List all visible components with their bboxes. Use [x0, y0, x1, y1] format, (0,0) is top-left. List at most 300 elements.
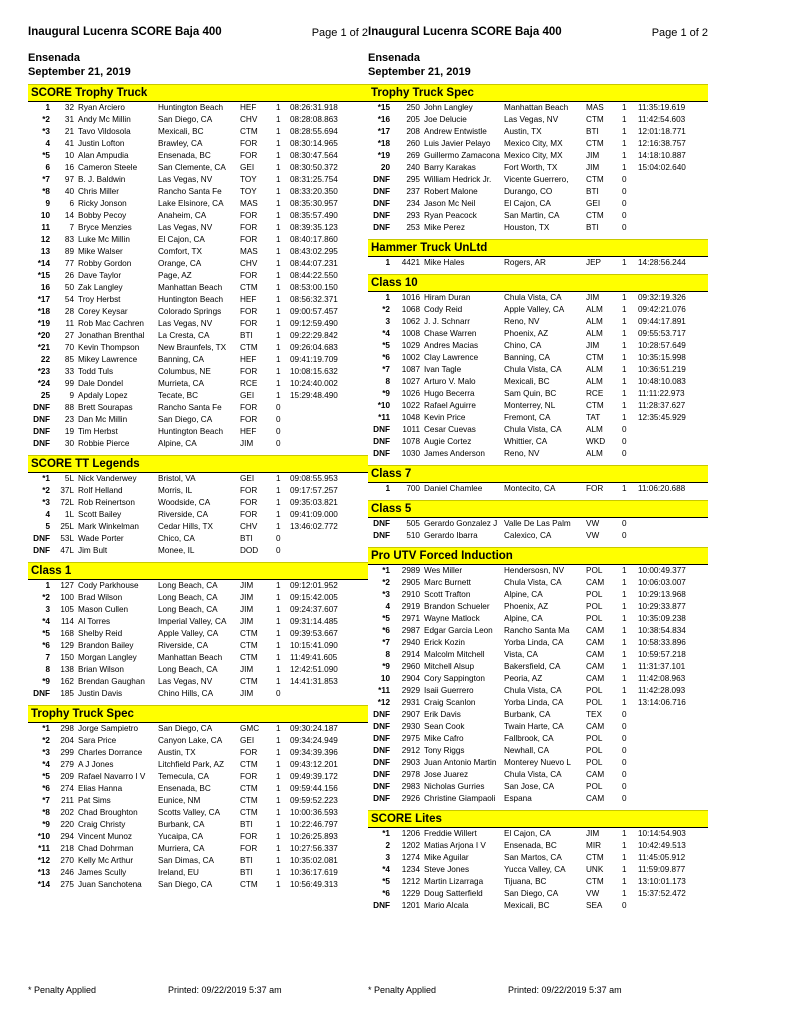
driver-name: A J Jones: [78, 760, 114, 769]
hometown: Calexico, CA: [504, 531, 552, 540]
car-number: 10: [64, 151, 74, 160]
elapsed-time: 09:39:53.667: [290, 629, 338, 638]
result-row: [28, 174, 368, 186]
finish-position: 10: [40, 211, 50, 220]
result-row: [368, 483, 708, 495]
hometown: Yucaipa, CA: [158, 832, 204, 841]
hometown: San Diego, CA: [158, 115, 213, 124]
elapsed-time: 09:30:24.187: [290, 724, 338, 733]
result-row: [28, 533, 368, 545]
car-number: 97: [64, 175, 74, 184]
vehicle-make: FOR: [240, 844, 258, 853]
finish-position: 2: [385, 841, 390, 850]
hometown: Chula Vista, CA: [504, 578, 562, 587]
laps: 1: [622, 865, 627, 874]
vehicle-make: CAM: [586, 674, 605, 683]
vehicle-make: ALM: [586, 449, 603, 458]
elapsed-time: 14:41:31.853: [290, 677, 338, 686]
laps: 0: [622, 734, 627, 743]
result-row: [28, 210, 368, 222]
car-number: 2940: [401, 638, 420, 647]
finish-position: DNF: [373, 175, 390, 184]
hometown: Apple Valley, CA: [158, 629, 219, 638]
result-row: [28, 592, 368, 604]
car-number: 700: [406, 484, 420, 493]
finish-position: DNF: [33, 689, 50, 698]
car-number: 19: [64, 427, 74, 436]
elapsed-time: 09:31:14.485: [290, 617, 338, 626]
laps: 1: [622, 662, 627, 671]
laps: 1: [622, 877, 627, 886]
elapsed-time: 08:33:20.350: [290, 187, 338, 196]
hometown: Las Vegas, NV: [158, 677, 213, 686]
car-number: 30: [64, 439, 74, 448]
hometown: Fremont, CA: [504, 413, 551, 422]
elapsed-time: 10:58:33.896: [638, 638, 686, 647]
driver-name: Luke Mc Millin: [78, 235, 130, 244]
driver-name: Brad Wilson: [78, 593, 123, 602]
hometown: Ensenada, BC: [504, 841, 557, 850]
driver-name: Matias Arjona I V: [424, 841, 486, 850]
hometown: Comfort, TX: [158, 247, 202, 256]
laps: 0: [276, 546, 281, 555]
car-number: 2983: [401, 782, 420, 791]
result-row: [28, 771, 368, 783]
result-row: [28, 222, 368, 234]
driver-name: James Anderson: [424, 449, 485, 458]
elapsed-time: 09:08:55.953: [290, 474, 338, 483]
driver-name: Justin Lofton: [78, 139, 125, 148]
vehicle-make: MAS: [240, 199, 258, 208]
laps: 1: [276, 760, 281, 769]
elapsed-time: 09:34:39.396: [290, 748, 338, 757]
elapsed-time: 08:30:47.564: [290, 151, 338, 160]
driver-name: Pat Sims: [78, 796, 111, 805]
vehicle-make: CTM: [586, 353, 604, 362]
class-heading: Trophy Truck Spec: [28, 705, 368, 723]
elapsed-time: 11:45:05.912: [638, 853, 686, 862]
driver-name: Mike Walser: [78, 247, 123, 256]
result-row: [28, 521, 368, 533]
laps: 1: [276, 367, 281, 376]
car-number: 295: [406, 175, 420, 184]
finish-position: DNF: [373, 425, 390, 434]
elapsed-time: 10:28:57.649: [638, 341, 686, 350]
vehicle-make: ALM: [586, 425, 603, 434]
elapsed-time: 08:43:02.295: [290, 247, 338, 256]
car-number: 7: [69, 223, 74, 232]
vehicle-make: CTM: [240, 880, 258, 889]
elapsed-time: 09:59:44.156: [290, 784, 338, 793]
hometown: Phoenix, AZ: [504, 602, 549, 611]
result-row: [368, 745, 708, 757]
elapsed-time: 11:42:54.603: [638, 115, 686, 124]
elapsed-time: 09:22:29.842: [290, 331, 338, 340]
hometown: Rogers, AR: [504, 258, 546, 267]
driver-name: Mike Perez: [424, 223, 465, 232]
vehicle-make: POL: [586, 686, 603, 695]
driver-name: Cody Reid: [424, 305, 463, 314]
finish-position: *9: [42, 677, 50, 686]
result-row: [368, 400, 708, 412]
finish-position: *13: [37, 868, 50, 877]
hometown: Manhattan Beach: [158, 283, 223, 292]
hometown: Imperial Valley, CA: [158, 617, 227, 626]
car-number: 26: [64, 271, 74, 280]
class-section: [28, 562, 368, 700]
laps: 1: [622, 638, 627, 647]
driver-name: Christine Giampaoli: [424, 794, 496, 803]
elapsed-time: 08:44:07.231: [290, 259, 338, 268]
elapsed-time: 09:35:03.821: [290, 498, 338, 507]
elapsed-time: 09:12:59.490: [290, 319, 338, 328]
result-row: [28, 162, 368, 174]
finish-position: *8: [42, 808, 50, 817]
result-row: [28, 114, 368, 126]
finish-position: 7: [45, 653, 50, 662]
result-row: [28, 485, 368, 497]
finish-position: *7: [42, 796, 50, 805]
finish-position: *9: [382, 389, 390, 398]
car-number: 105: [60, 605, 74, 614]
driver-name: Vincent Munoz: [78, 832, 133, 841]
hometown: Cedar Hills, TX: [158, 522, 213, 531]
driver-name: John Langley: [424, 103, 473, 112]
car-number: 205: [406, 115, 420, 124]
finish-position: *6: [382, 353, 390, 362]
driver-name: Cody Parkhouse: [78, 581, 139, 590]
hometown: Las Vegas, NV: [504, 115, 559, 124]
car-number: 298: [60, 724, 74, 733]
car-number: 1202: [401, 841, 420, 850]
elapsed-time: 10:06:03.007: [638, 578, 686, 587]
laps: 1: [622, 614, 627, 623]
vehicle-make: CAM: [586, 770, 605, 779]
driver-name: Sara Price: [78, 736, 117, 745]
race-date: September 21, 2019: [28, 66, 131, 78]
hometown: Houston, TX: [504, 223, 550, 232]
finish-position: *2: [42, 115, 50, 124]
result-row: [28, 640, 368, 652]
car-number: 2912: [401, 746, 420, 755]
elapsed-time: 08:30:50.372: [290, 163, 338, 172]
result-row: [28, 378, 368, 390]
driver-name: Erik Davis: [424, 710, 461, 719]
driver-name: Mitchell Alsup: [424, 662, 475, 671]
vehicle-make: UNK: [586, 865, 604, 874]
vehicle-make: CTM: [586, 853, 604, 862]
elapsed-time: 11:11:22.973: [638, 389, 685, 398]
result-row: [368, 709, 708, 721]
laps: 1: [276, 724, 281, 733]
laps: 0: [622, 794, 627, 803]
hometown: Banning, CA: [504, 353, 550, 362]
driver-name: Rolf Helland: [78, 486, 123, 495]
hometown: Austin, TX: [158, 748, 196, 757]
hometown: New Braunfels, TX: [158, 343, 227, 352]
driver-name: Justin Davis: [78, 689, 123, 698]
elapsed-time: 08:28:08.863: [290, 115, 338, 124]
hometown: Rancho Santa Fe: [158, 187, 222, 196]
driver-name: Brian Wilson: [78, 665, 124, 674]
car-number: 2931: [401, 698, 420, 707]
vehicle-make: CHV: [240, 115, 258, 124]
laps: 1: [276, 474, 281, 483]
vehicle-make: POL: [586, 698, 603, 707]
hometown: Yorba Linda, CA: [504, 638, 564, 647]
driver-name: Brett Sourapas: [78, 403, 133, 412]
finish-position: *9: [382, 662, 390, 671]
driver-name: Chris Miller: [78, 187, 119, 196]
finish-position: DNF: [33, 415, 50, 424]
vehicle-make: CTM: [586, 175, 604, 184]
car-number: 162: [60, 677, 74, 686]
laps: 1: [276, 211, 281, 220]
hometown: Bristol, VA: [158, 474, 196, 483]
driver-name: Robert Malone: [424, 187, 478, 196]
driver-name: Juan Sanchotena: [78, 880, 142, 889]
elapsed-time: 09:34:24.949: [290, 736, 338, 745]
car-number: 2914: [401, 650, 420, 659]
hometown: Long Beach, CA: [158, 593, 218, 602]
driver-name: Kevin Price: [424, 413, 466, 422]
hometown: Ensenada, BC: [158, 151, 211, 160]
car-number: 37L: [60, 486, 74, 495]
result-row: [368, 412, 708, 424]
driver-name: Jim Bult: [78, 546, 108, 555]
car-number: 88: [64, 403, 74, 412]
finish-position: *5: [382, 877, 390, 886]
finish-position: DNF: [373, 794, 390, 803]
finish-position: DNF: [373, 722, 390, 731]
laps: 1: [622, 590, 627, 599]
laps: 0: [276, 415, 281, 424]
laps: 1: [622, 305, 627, 314]
result-row: [28, 246, 368, 258]
hometown: El Cajon, CA: [504, 199, 551, 208]
vehicle-make: HEF: [240, 103, 257, 112]
driver-name: Bryce Menzies: [78, 223, 132, 232]
hometown: Manhattan Beach: [504, 103, 569, 112]
car-number: 99: [64, 379, 74, 388]
car-number: 100: [60, 593, 74, 602]
laps: 1: [622, 317, 627, 326]
elapsed-time: 10:56:49.313: [290, 880, 338, 889]
vehicle-make: CTM: [586, 139, 604, 148]
result-row: [368, 222, 708, 234]
result-row: [368, 376, 708, 388]
class-section: [368, 500, 708, 542]
finish-position: *20: [37, 331, 50, 340]
driver-name: Craig Christy: [78, 820, 126, 829]
elapsed-time: 09:55:53.717: [638, 329, 686, 338]
hometown: Orange, CA: [158, 259, 202, 268]
laps: 1: [622, 578, 627, 587]
finish-position: 11: [41, 223, 50, 232]
car-number: 28: [64, 307, 74, 316]
result-row: [368, 637, 708, 649]
car-number: 1206: [401, 829, 420, 838]
result-row: [28, 855, 368, 867]
elapsed-time: 11:35:19.619: [638, 103, 686, 112]
laps: 1: [276, 283, 281, 292]
result-row: [28, 831, 368, 843]
vehicle-make: JIM: [586, 829, 600, 838]
vehicle-make: JIM: [240, 581, 254, 590]
result-row: [368, 685, 708, 697]
driver-name: Tim Herbst: [78, 427, 118, 436]
laps: 1: [622, 853, 627, 862]
elapsed-time: 08:44:22.550: [290, 271, 338, 280]
hometown: San Diego, CA: [504, 889, 559, 898]
laps: 1: [276, 163, 281, 172]
hometown: Chino, CA: [504, 341, 542, 350]
vehicle-make: JIM: [240, 617, 254, 626]
class-heading: Class 7: [368, 465, 708, 483]
vehicle-make: VW: [586, 889, 600, 898]
car-number: 168: [60, 629, 74, 638]
car-number: 1048: [401, 413, 420, 422]
driver-name: Cameron Steele: [78, 163, 138, 172]
result-row: [368, 424, 708, 436]
result-row: [28, 234, 368, 246]
vehicle-make: POL: [586, 614, 603, 623]
vehicle-make: GEI: [240, 736, 255, 745]
vehicle-make: FOR: [240, 235, 258, 244]
driver-name: Juan Antonio Martin: [424, 758, 497, 767]
finish-position: 13: [40, 247, 50, 256]
finish-position: DNF: [33, 427, 50, 436]
elapsed-time: 08:53:00.150: [290, 283, 338, 292]
finish-position: *23: [37, 367, 50, 376]
finish-position: DNF: [373, 734, 390, 743]
car-number: 129: [60, 641, 74, 650]
laps: 1: [276, 617, 281, 626]
vehicle-make: POL: [586, 734, 603, 743]
finish-position: *3: [42, 498, 50, 507]
page-number: Page 1 of 2: [651, 27, 708, 39]
driver-name: Brendan Gaughan: [78, 677, 145, 686]
car-number: 114: [60, 617, 74, 626]
elapsed-time: 10:22:46.797: [290, 820, 338, 829]
vehicle-make: BTI: [240, 534, 253, 543]
driver-name: Wade Porter: [78, 534, 124, 543]
hometown: Apple Valley, CA: [504, 305, 565, 314]
driver-name: Isaii Guerrero: [424, 686, 474, 695]
driver-name: Alan Ampudia: [78, 151, 129, 160]
driver-name: James Scully: [78, 868, 127, 877]
laps: 1: [276, 856, 281, 865]
finish-position: 22: [40, 355, 50, 364]
vehicle-make: FOR: [240, 223, 258, 232]
laps: 0: [622, 449, 627, 458]
vehicle-make: FOR: [240, 832, 258, 841]
elapsed-time: 13:14:06.716: [638, 698, 686, 707]
hometown: Long Beach, CA: [158, 605, 218, 614]
report-header: [368, 0, 708, 39]
finish-position: 8: [385, 377, 390, 386]
result-row: [368, 530, 708, 542]
result-row: [368, 210, 708, 222]
driver-name: Kevin Thompson: [78, 343, 140, 352]
laps: 0: [622, 211, 627, 220]
penalty-note: * Penalty Applied: [368, 985, 437, 995]
finish-position: *1: [42, 474, 50, 483]
hometown: Chula Vista, CA: [504, 770, 562, 779]
result-row: [28, 664, 368, 676]
vehicle-make: FOR: [586, 484, 604, 493]
elapsed-time: 10:48:10.083: [638, 377, 686, 386]
finish-position: DNF: [373, 710, 390, 719]
driver-name: Cesar Cuevas: [424, 425, 476, 434]
laps: 1: [622, 626, 627, 635]
vehicle-make: POL: [586, 746, 603, 755]
finish-position: *7: [382, 365, 390, 374]
laps: 1: [622, 602, 627, 611]
result-row: [28, 390, 368, 402]
laps: 1: [622, 829, 627, 838]
car-number: 208: [406, 127, 420, 136]
elapsed-time: 09:44:17.891: [638, 317, 686, 326]
laps: 0: [622, 722, 627, 731]
result-row: [28, 426, 368, 438]
vehicle-make: DOD: [240, 546, 259, 555]
elapsed-time: 13:10:01.173: [638, 877, 686, 886]
vehicle-make: POL: [586, 782, 603, 791]
result-row: [368, 828, 708, 840]
result-row: [368, 625, 708, 637]
laps: 1: [622, 353, 627, 362]
laps: 0: [622, 425, 627, 434]
elapsed-time: 08:35:57.490: [290, 211, 338, 220]
vehicle-make: POL: [586, 566, 603, 575]
laps: 1: [622, 650, 627, 659]
result-row: [28, 342, 368, 354]
elapsed-time: 11:28:37.627: [638, 401, 686, 410]
driver-name: Mark Winkelman: [78, 522, 139, 531]
driver-name: Arturo V. Malo: [424, 377, 476, 386]
laps: 1: [276, 581, 281, 590]
car-number: 269: [406, 151, 420, 160]
driver-name: Charles Dorrance: [78, 748, 143, 757]
vehicle-make: CTM: [240, 283, 258, 292]
hometown: Temecula, CA: [158, 772, 209, 781]
laps: 1: [276, 844, 281, 853]
laps: 1: [276, 832, 281, 841]
car-number: 2960: [401, 662, 420, 671]
hometown: Chico, CA: [158, 534, 195, 543]
hometown: Ensenada, BC: [158, 784, 211, 793]
laps: 1: [276, 641, 281, 650]
hometown: Mexico City, MX: [504, 151, 563, 160]
result-row: [28, 843, 368, 855]
finish-position: DNF: [373, 746, 390, 755]
hometown: Alpine, CA: [158, 439, 197, 448]
finish-position: *2: [42, 736, 50, 745]
car-number: 1027: [401, 377, 420, 386]
driver-name: Chase Warren: [424, 329, 477, 338]
driver-name: Apdaly Lopez: [78, 391, 128, 400]
driver-name: Morgan Langley: [78, 653, 137, 662]
result-row: [28, 198, 368, 210]
driver-name: Doug Satterfield: [424, 889, 483, 898]
finish-position: *3: [382, 590, 390, 599]
hometown: Huntington Beach: [158, 427, 224, 436]
hometown: Colorado Springs: [158, 307, 222, 316]
car-number: 2989: [401, 566, 420, 575]
laps: 1: [622, 115, 627, 124]
elapsed-time: 09:49:39.172: [290, 772, 338, 781]
